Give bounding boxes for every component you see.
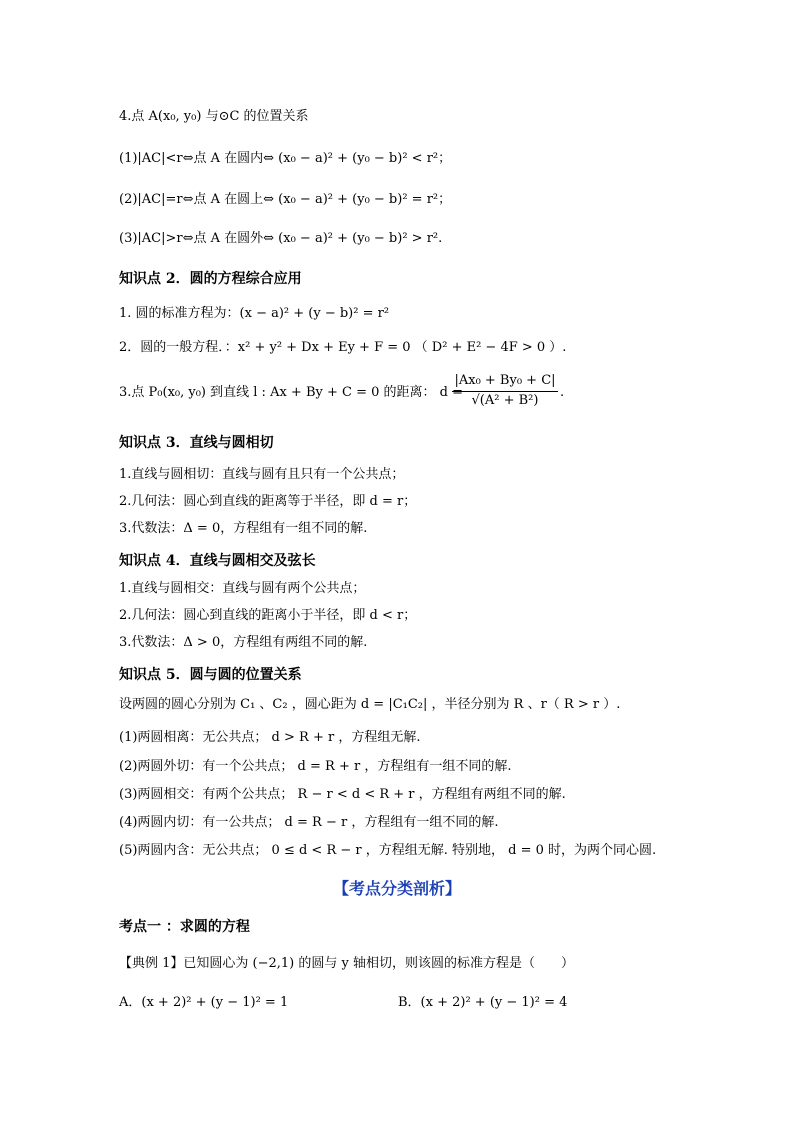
- k3-item-1: 1.直线与圆相切：直线与圆有且只有一个公共点；: [119, 467, 405, 482]
- k3-item-2: 2.几何法：圆心到直线的距离等于半径，即 d = r；: [119, 494, 417, 509]
- distance-period: .: [560, 385, 565, 400]
- option-a[interactable]: A．(x + 2)² + (y − 1)² = 1: [119, 995, 289, 1010]
- k2-general-equation: 2．圆的一般方程．：x² + y² + Dx + Ey + F = 0 （ D² + E² − 4F > 0 ）.: [119, 340, 567, 355]
- option-b[interactable]: B．(x + 2)² + (y − 1)² = 4: [398, 995, 568, 1010]
- k4-heading: 知识点 4．直线与圆相交及弦长: [119, 553, 316, 569]
- k3-heading: 知识点 3．直线与圆相切: [119, 435, 274, 451]
- k3-item-3: 3.代数法：Δ = 0，方程组有一组不同的解.: [119, 521, 368, 536]
- section4-title: 4.点 A(x₀, y₀) 与⊙C 的位置关系: [119, 109, 309, 124]
- k5-intro: 设两圆的圆心分别为 C₁ 、C₂ ，圆心距为 d = |C₁C₂| ，半径分别为 R 、r（ R > r ）.: [119, 697, 621, 712]
- k2-heading: 知识点 2．圆的方程综合应用: [119, 271, 302, 287]
- k4-item-3: 3.代数法：Δ > 0，方程组有两组不同的解.: [119, 635, 368, 650]
- k5-heading: 知识点 5．圆与圆的位置关系: [119, 667, 302, 683]
- fraction-numerator: |Ax₀ + By₀ + C|: [452, 372, 558, 392]
- k5-item-1: (1)两圆相离：无公共点； d > R + r ，方程组无解.: [119, 730, 421, 745]
- section4-item-1: (1)|AC|<r⇔点 A 在圆内⇔ (x₀ − a)² + (y₀ − b)² < r²；: [119, 151, 452, 166]
- k4-item-1: 1.直线与圆相交：直线与圆有两个公共点；: [119, 581, 366, 596]
- kaodian-1: 考点一 ：求圆的方程: [119, 919, 250, 935]
- section4-item-3: (3)|AC|>r⇔点 A 在圆外⇔ (x₀ − a)² + (y₀ − b)² > r².: [119, 231, 443, 246]
- example-1: 【典例 1】已知圆心为 (−2,1) 的圆与 y 轴相切，则该圆的标准方程是（ ）: [119, 956, 574, 971]
- k5-item-3: (3)两圆相交：有两个公共点； R − r < d < R + r ，方程组有两组不同的解.: [119, 787, 566, 802]
- k2-standard-equation: 1. 圆的标准方程为：(x − a)² + (y − b)² = r²: [119, 306, 390, 321]
- fraction-denominator: √(A² + B²): [471, 393, 539, 408]
- k5-item-2: (2)两圆外切：有一个公共点； d = R + r ，方程组有一组不同的解.: [119, 759, 512, 774]
- k2-distance-prefix: 3.点 P₀(x₀, y₀) 到直线 l : Ax + By + C = 0 的距离： d =: [119, 385, 463, 400]
- section4-item-2: (2)|AC|=r⇔点 A 在圆上⇔ (x₀ − a)² + (y₀ − b)² = r²；: [119, 192, 452, 207]
- k5-item-5: (5)两圆内含：无公共点； 0 ≤ d < R − r ，方程组无解. 特别地， d = 0 时，为两个同心圆.: [119, 843, 657, 858]
- section-title: 【考点分类剖析】: [332, 879, 461, 898]
- k5-item-4: (4)两圆内切：有一公共点； d = R − r ，方程组有一组不同的解.: [119, 815, 499, 830]
- distance-fraction: [452, 372, 558, 410]
- k4-item-2: 2.几何法：圆心到直线的距离小于半径，即 d < r；: [119, 608, 417, 623]
